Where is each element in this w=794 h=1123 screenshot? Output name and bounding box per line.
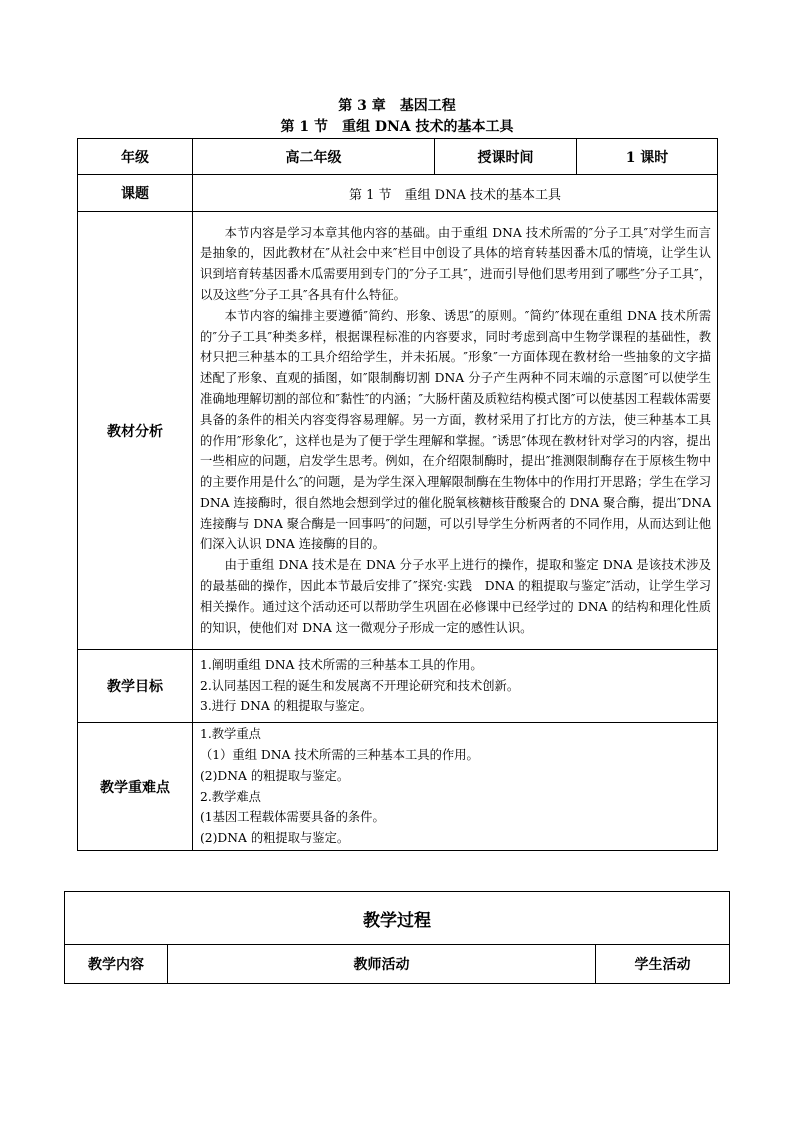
process-title: 教学过程 (65, 892, 730, 945)
keypoints-content (193, 723, 718, 851)
keypoint-item: （1）重组 DNA 技术所需的三种基本工具的作用。 (200, 747, 479, 762)
process-header-row (65, 945, 730, 984)
column-student-activity: 学生活动 (596, 945, 730, 984)
goals-content (193, 650, 718, 723)
keypoint-item: 2.教学难点 (200, 789, 261, 804)
column-teaching-content: 教学内容 (65, 945, 168, 984)
goal-item: 3.进行 DNA 的粗提取与鉴定。 (200, 699, 373, 714)
goals-label: 教学目标 (78, 650, 193, 723)
column-teacher-activity: 教师活动 (168, 945, 596, 984)
teaching-process-table (64, 891, 730, 984)
analysis-row (78, 212, 718, 650)
lesson-info-table (77, 138, 718, 851)
topic-row (78, 175, 718, 212)
goal-item: 2.认同基因工程的诞生和发展离不开理论研究和技术创新。 (200, 678, 520, 693)
analysis-paragraph: 本节内容的编排主要遵循″简约、形象、诱思″的原则。″简约″体现在重组 DNA 技术所需的″分子工具″种类多样，根据课程标准的内容要求，同时考虑到高中生物学课程的基础性，教材只把三种基本的工具介绍给学生，并未拓展。″形象″一方面体现在教材给一些抽象的文字描述配了形象、直观的插图，如″限制酶切割 DNA 分子产生两种不同末端的示意图″可以使学生准确地理解切割的部位和″黏性″的内涵；″大肠杆菌及质粒结构模式图″可以使基因工程载体需要具备的条件的相关内容变得容易理解。另一方面，教材采用了打比方的方法，使三种基本工具的作用″形象化″，这样也是为了便于学生理解和掌握。″诱思″体现在教材针对学习的内容，提出一些相应的问题，启发学生思考。例如，在介绍限制酶时，提出″推测限制酶存在于原核生物中的主要作用是什么″的问题，是为学生深入理解限制酶在生物体中的作用打开思路；学生在学习 DNA 连接酶时，很自然地会想到学过的催化脱氧核糖核苷酸聚合的 DNA 聚合酶，提出″DNA 连接酶与 DNA 聚合酶是一回事吗″的问题，可以引导学生分析两者的不同作用，从而达到让他们深入认识 DNA 连接酶的目的。 (200, 308, 711, 552)
section-title: 第 1 节 重组 DNA 技术的基本工具 (280, 119, 514, 135)
keypoints-row (78, 723, 718, 851)
keypoint-item: (2)DNA 的粗提取与鉴定。 (200, 768, 350, 783)
goals-row (78, 650, 718, 723)
keypoint-item: (2)DNA 的粗提取与鉴定。 (200, 831, 350, 846)
grade-row (78, 139, 718, 175)
keypoint-item: 1.教学重点 (200, 727, 261, 742)
keypoints-label: 教学重难点 (78, 723, 193, 851)
keypoint-item: (1基因工程载体需要具备的条件。 (200, 810, 385, 825)
goal-item: 1.阐明重组 DNA 技术所需的三种基本工具的作用。 (200, 657, 483, 672)
process-title-row (65, 892, 730, 945)
analysis-paragraph: 本节内容是学习本章其他内容的基础。由于重组 DNA 技术所需的″分子工具″对学生而言是抽象的，因此教材在″从社会中来″栏目中创设了具体的培育转基因番木瓜的情境，让学生认识到培育转基因番木瓜需要用到专门的″分子工具″，进而引导他们思考用到了哪些″分子工具″，以及这些″分子工具″各具有什么特征。 (200, 225, 711, 302)
analysis-content (193, 212, 718, 650)
grade-label: 年级 (78, 139, 193, 175)
topic-label: 课题 (78, 175, 193, 212)
analysis-paragraph: 由于重组 DNA 技术是在 DNA 分子水平上进行的操作，提取和鉴定 DNA 是该技术涉及的最基础的操作，因此本节最后安排了″探究·实践 DNA 的粗提取与鉴定″活动，让学生学习相关操作。通过这个活动还可以帮助学生巩固在必修课中已经学过的 DNA 的结构和理化性质的知识，使他们对 DNA 这一微观分子形成一定的感性认识。 (200, 558, 711, 635)
analysis-label: 教材分析 (78, 212, 193, 650)
chapter-title: 第 3 章 基因工程 (338, 98, 456, 114)
grade-value: 高二年级 (193, 139, 435, 175)
class-time-value: 1 课时 (577, 139, 718, 175)
topic-value: 第 1 节 重组 DNA 技术的基本工具 (193, 175, 718, 212)
class-time-label: 授课时间 (435, 139, 577, 175)
